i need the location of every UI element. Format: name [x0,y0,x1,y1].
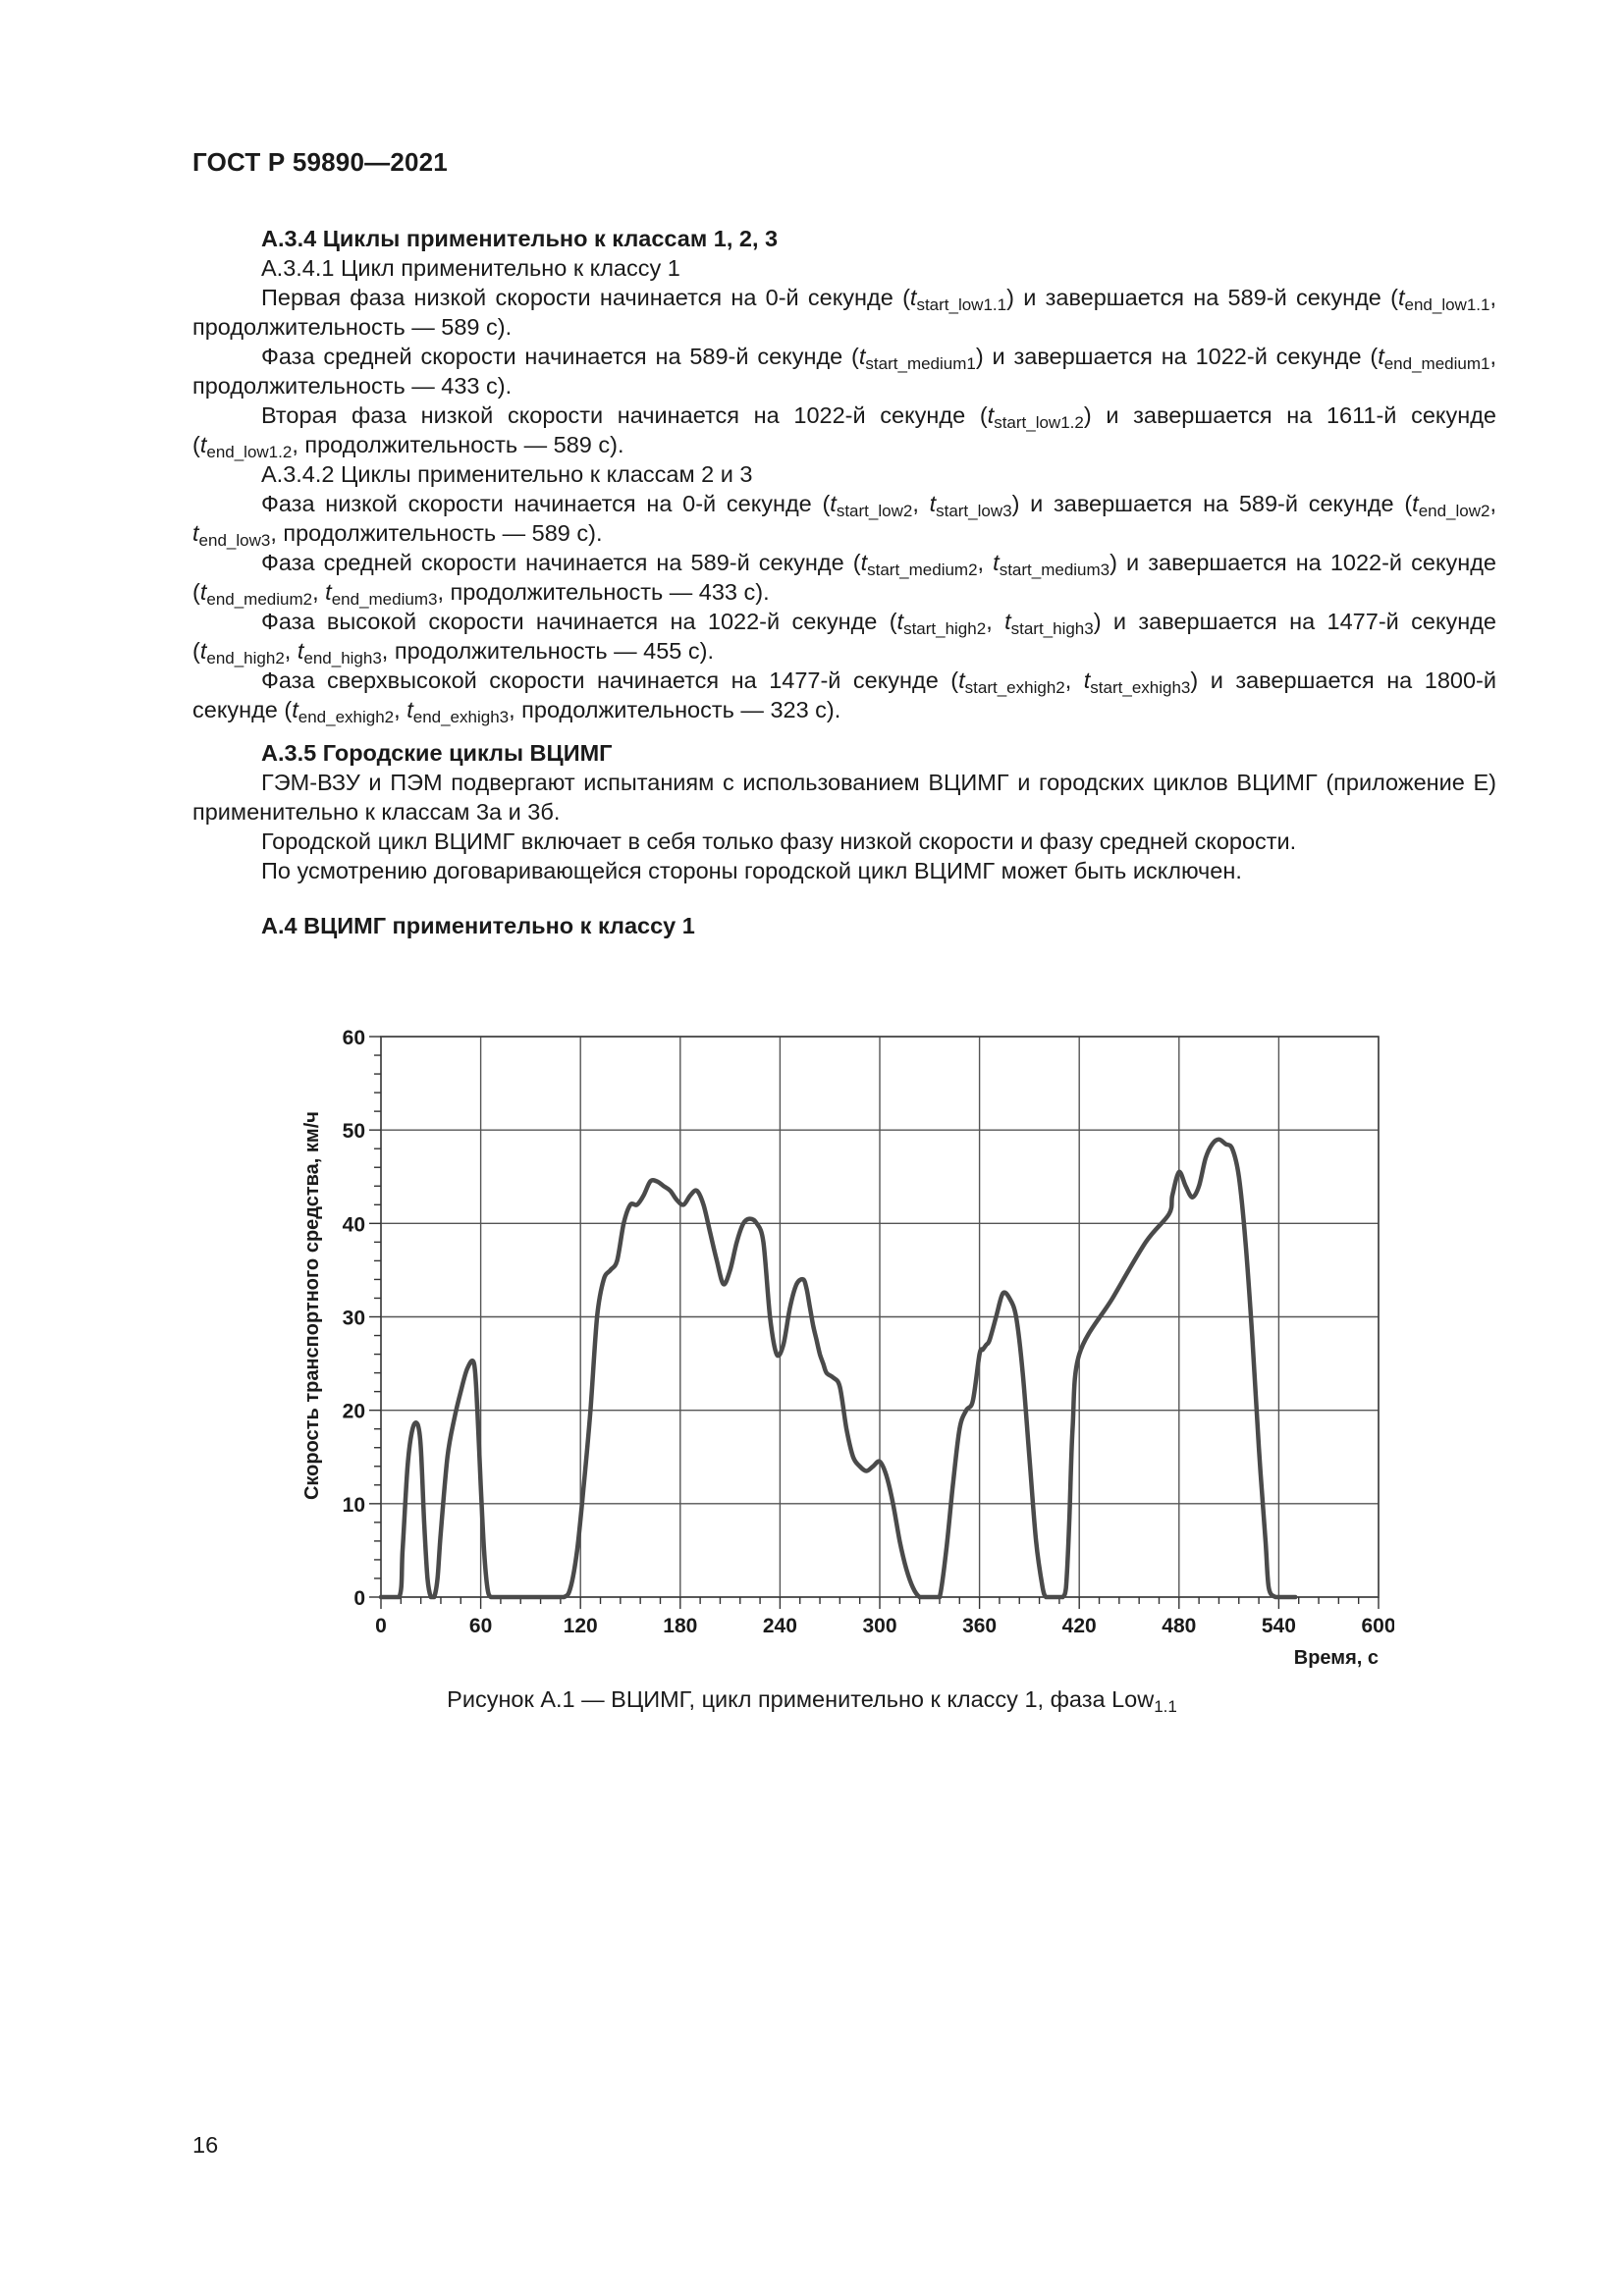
grid [381,1037,1379,1597]
paragraph-low1-2: Вторая фаза низкой скорости начинается на 1022-й секунде $(t_{start\_low1.2})$ и завершается на 1611-й секунде ($t_{end\_low1.2}$, продолжительность — 589 с). [192,402,1496,461]
heading-a34: А.3.4 Циклы применительно к классам 1, 2, 3 [261,226,779,251]
speed-chart [295,1006,1394,1674]
axis-ticks [369,1037,1379,1609]
heading-a4: А.4 ВЦИМГ применительно к классу 1 [261,913,695,938]
paragraph-high2-3: Фаза высокой скорости начинается на 1022-й секунде ($t_{start\_high2}$, $t_{start\_high3}$) и завершается на 1477-й секунде ($t_{end\_high2}$, $t_{end\_high3}$, продолжительность — 455 с). [192,609,1496,667]
y-tick-label: 20 [342,1400,365,1423]
x-tick-label: 600 [1361,1615,1394,1637]
x-tick-label: 480 [1162,1615,1197,1637]
paragraph-a35-1: ГЭМ-ВЗУ и ПЭМ подвергают испытаниям с использованием ВЦИМГ и городских циклов ВЦИМГ (приложение Е) применительно к классам 3а и 3б. [192,770,1496,825]
heading-a342: А.3.4.2 Циклы применительно к классам 2 и 3 [261,461,753,487]
figure-chart [295,1006,1394,1674]
y-axis-label: Скорость транспортного средства, км/ч [301,1111,323,1501]
speed-series-line [381,1140,1295,1597]
y-tick-label: 10 [342,1493,365,1517]
paragraph-exhigh2-3: Фаза сверхвысокой скорости начинается на 1477-й секунде ($t_{start\_exhigh2}$, $t_{start\_exhigh3}$) и завершается на 1800-й секунде ($t_{end\_exhigh2}$, $t_{end\_exhigh3}$, продолжительность — 323 с). [192,667,1496,726]
y-tick-label: 0 [353,1587,365,1610]
document-header: ГОСТ Р 59890—2021 [192,147,448,177]
page-number: 16 [192,2132,219,2158]
y-tick-label: 60 [342,1027,365,1049]
x-tick-label: 0 [375,1615,387,1637]
paragraph-medium1: Фаза средней скорости начинается на 589-й секунде $(t_{start\_medium1})$ и завершается на 1022-й секунде ($t_{end\_medium1}$, продолжительность — 433 с). [192,344,1496,399]
paragraph-low1-1: Первая фаза низкой скорости начинается на 0-й секунде $(t_{start\_low1.1})$ и завершается на 589-й секунде ($t_{end\_low1.1}$, продолжительность — 589 с). [192,285,1496,340]
series [381,1140,1295,1597]
x-axis-label: Время, с [1293,1647,1379,1669]
x-tick-label: 420 [1061,1615,1097,1637]
paragraph-a35-3: По усмотрению договаривающейся стороны городской цикл ВЦИМГ может быть исключен. [261,858,1242,883]
heading-a341: А.3.4.1 Цикл применительно к классу 1 [261,255,680,281]
x-tick-label: 120 [563,1615,598,1637]
heading-a35: А.3.5 Городские циклы ВЦИМГ [261,740,613,766]
x-tick-label: 180 [663,1615,698,1637]
x-tick-label: 300 [862,1615,897,1637]
x-tick-label: 360 [962,1615,998,1637]
x-tick-label: 240 [762,1615,797,1637]
y-tick-label: 40 [342,1213,365,1237]
paragraph-medium2-3: Фаза средней скорости начинается на 589-й секунде ($t_{start\_medium2}$, $t_{start\_medium3}$) и завершается на 1022-й секунде ($t_{end\_medium2}$, $t_{end\_medium3}$, продолжительность — 433 с). [192,550,1496,609]
y-tick-label: 50 [342,1120,365,1144]
body-text [192,224,1496,940]
x-tick-label: 540 [1261,1615,1296,1637]
x-tick-label: 60 [468,1615,493,1637]
tick-labels [343,1027,1394,1637]
paragraph-low2-3: Фаза низкой скорости начинается на 0-й секунде ($t_{start\_low2}$, $t_{start\_low3}$) и завершается на 589-й секунде ($t_{end\_low2}$, $t_{end\_low3}$, продолжительность — 589 с). [192,491,1496,550]
y-tick-label: 30 [342,1307,365,1330]
figure-caption: Рисунок А.1 — ВЦИМГ, цикл применительно к классу 1, фаза Low$_{1.1}$ [447,1686,1177,1716]
paragraph-a35-2: Городской цикл ВЦИМГ включает в себя только фазу низкой скорости и фазу средней скорости. [261,828,1297,854]
